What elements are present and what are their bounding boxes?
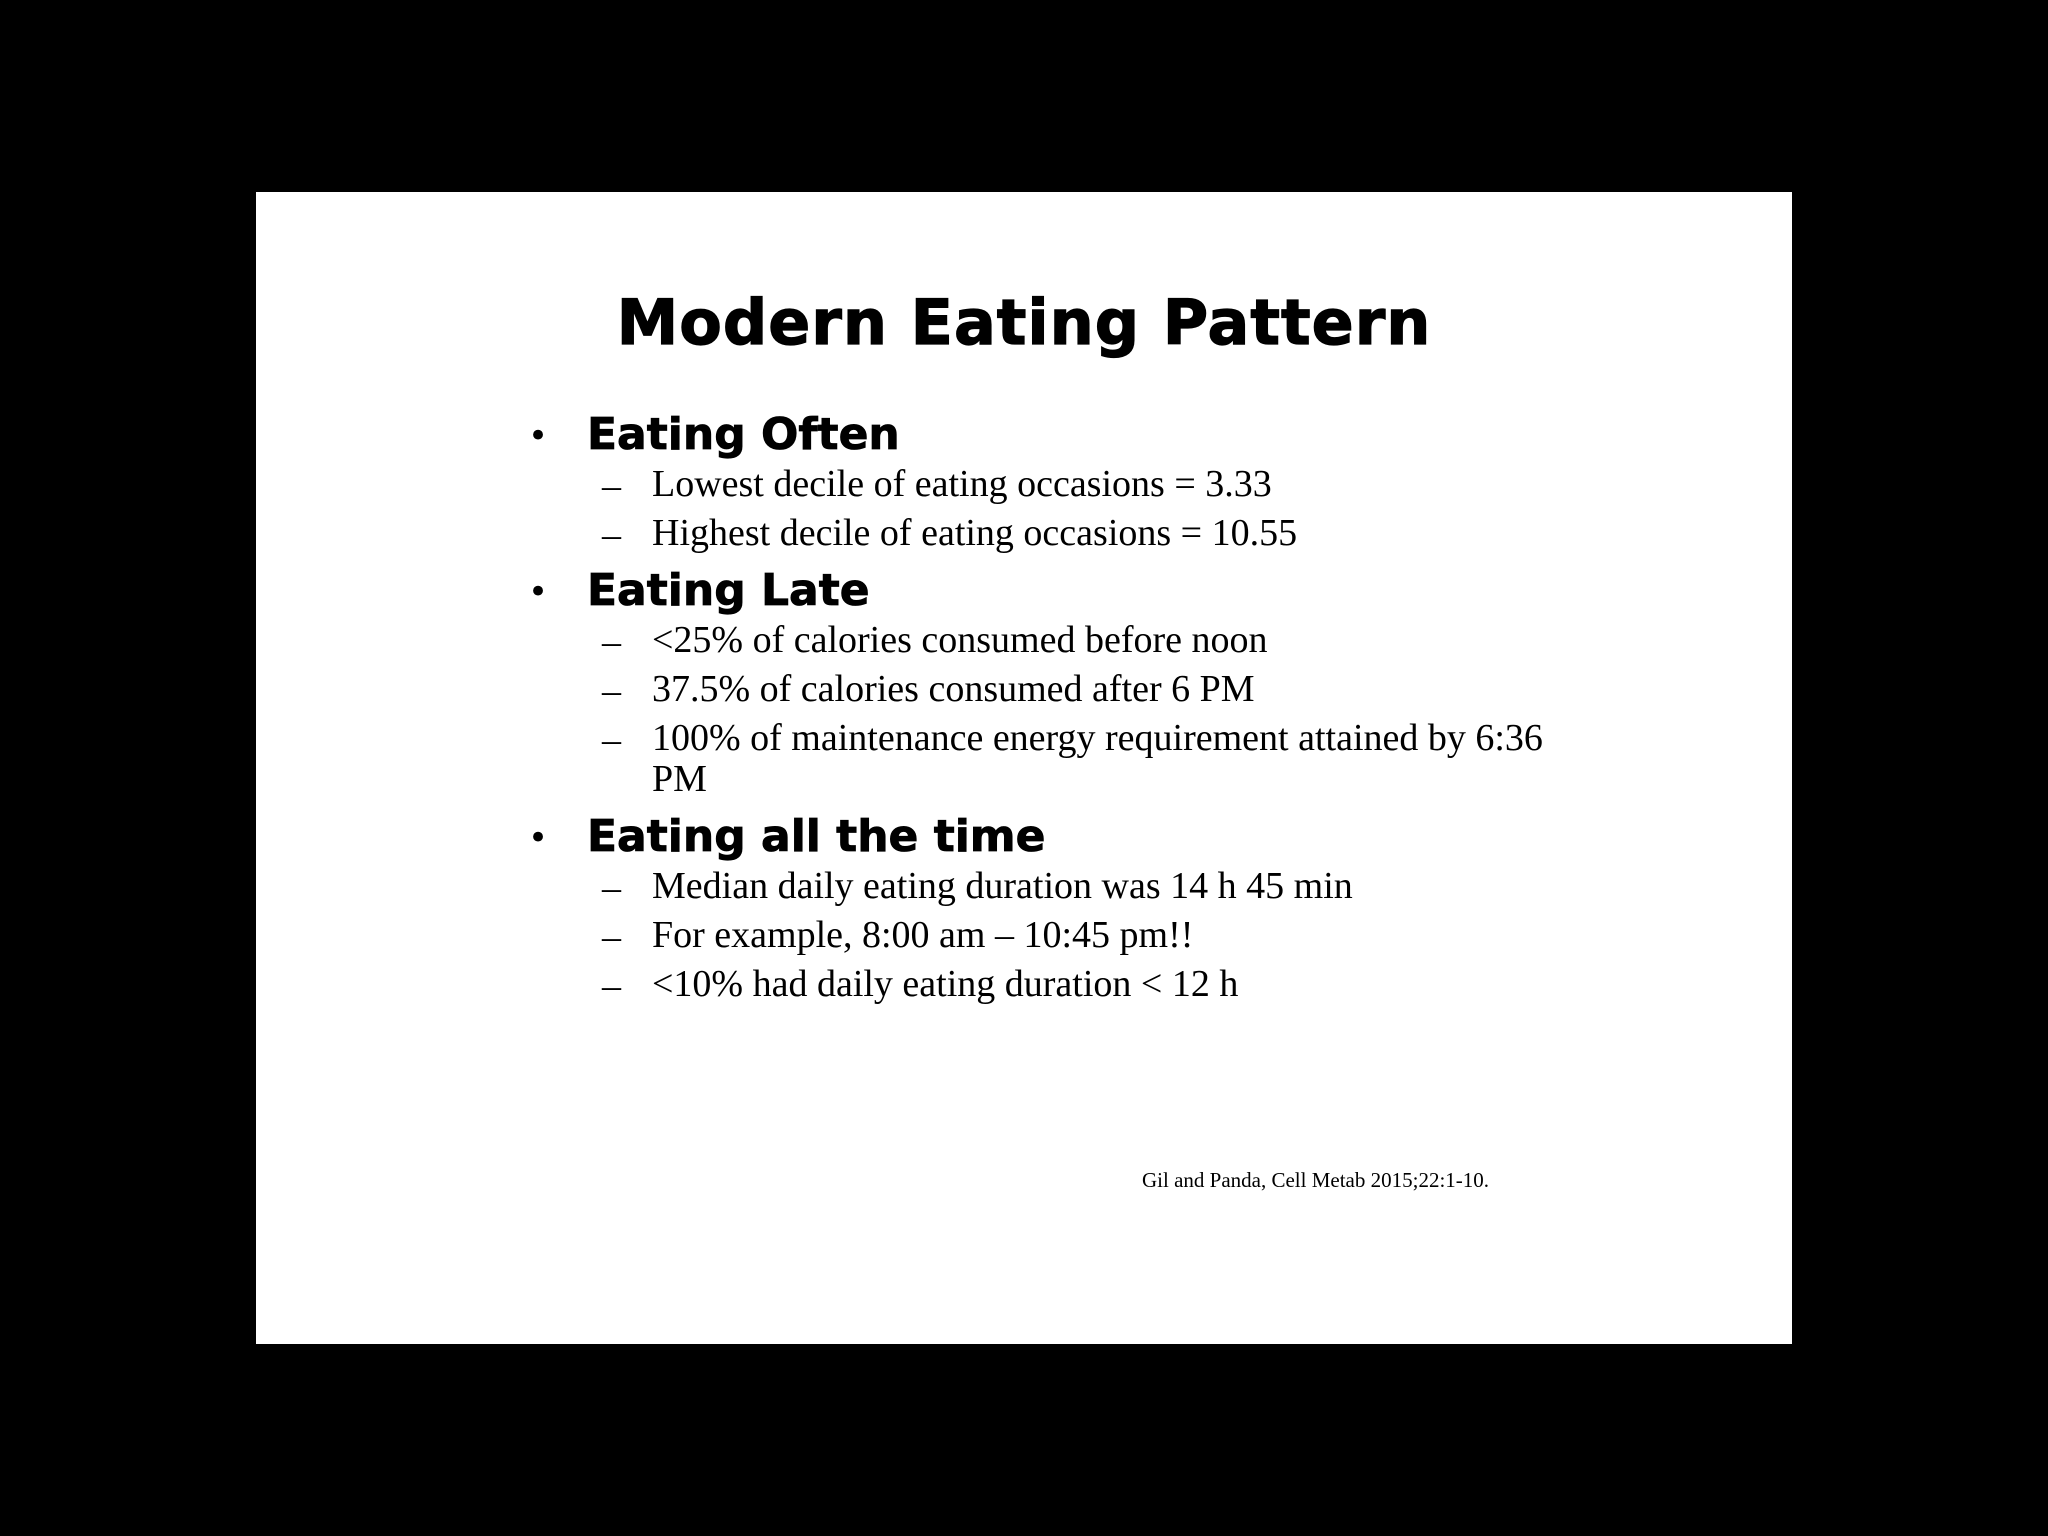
sub-list [528,620,1728,808]
sub-item-text: 37.5% of calories consumed after 6 PM [652,668,1255,710]
sub-item [528,620,1728,669]
dash-marker: – [602,719,621,761]
sub-item [528,718,1728,808]
citation: Gil and Panda, Cell Metab 2015;22:1-10. [1142,1168,1490,1192]
sub-item [528,513,1728,562]
sub-item-text: Median daily eating duration was 14 h 45 min [652,865,1353,907]
bullet-heading: Eating Late [587,565,870,616]
dash-marker: – [602,514,621,556]
dash-marker: – [602,621,621,663]
dash-marker: – [602,916,621,958]
sub-item-text: Highest decile of eating occasions = 10.55 [652,512,1298,554]
slide [256,192,1792,1344]
dash-marker: – [602,670,621,712]
bullet-list [528,406,1728,1013]
sub-item-text: <25% of calories consumed before noon [652,619,1268,661]
sub-item-text: Lowest decile of eating occasions = 3.33 [652,463,1272,505]
bullet-marker: • [528,416,549,456]
sub-item [528,669,1728,718]
bullet-marker: • [528,572,549,612]
bullet-heading: Eating all the time [587,811,1046,862]
dash-marker: – [602,465,621,507]
sub-item [528,866,1728,915]
sub-item-text: 100% of maintenance energy requirement attained by 6:36 PM [652,717,1543,800]
dash-marker: – [602,867,621,909]
sub-item-text: <10% had daily eating duration < 12 h [652,963,1239,1005]
sub-item-text: For example, 8:00 am – 10:45 pm!! [652,914,1194,956]
dash-marker: – [602,965,621,1007]
sub-list [528,866,1728,1013]
sub-item [528,964,1728,1013]
bullet-marker: • [528,818,549,858]
bullet-heading: Eating Often [587,409,900,460]
sub-item [528,915,1728,964]
bullet-eating-often [528,406,1728,562]
sub-list [528,464,1728,562]
sub-item [528,464,1728,513]
bullet-eating-late [528,562,1728,808]
slide-title: Modern Eating Pattern [616,286,1432,359]
bullet-eating-all-the-time [528,808,1728,1013]
